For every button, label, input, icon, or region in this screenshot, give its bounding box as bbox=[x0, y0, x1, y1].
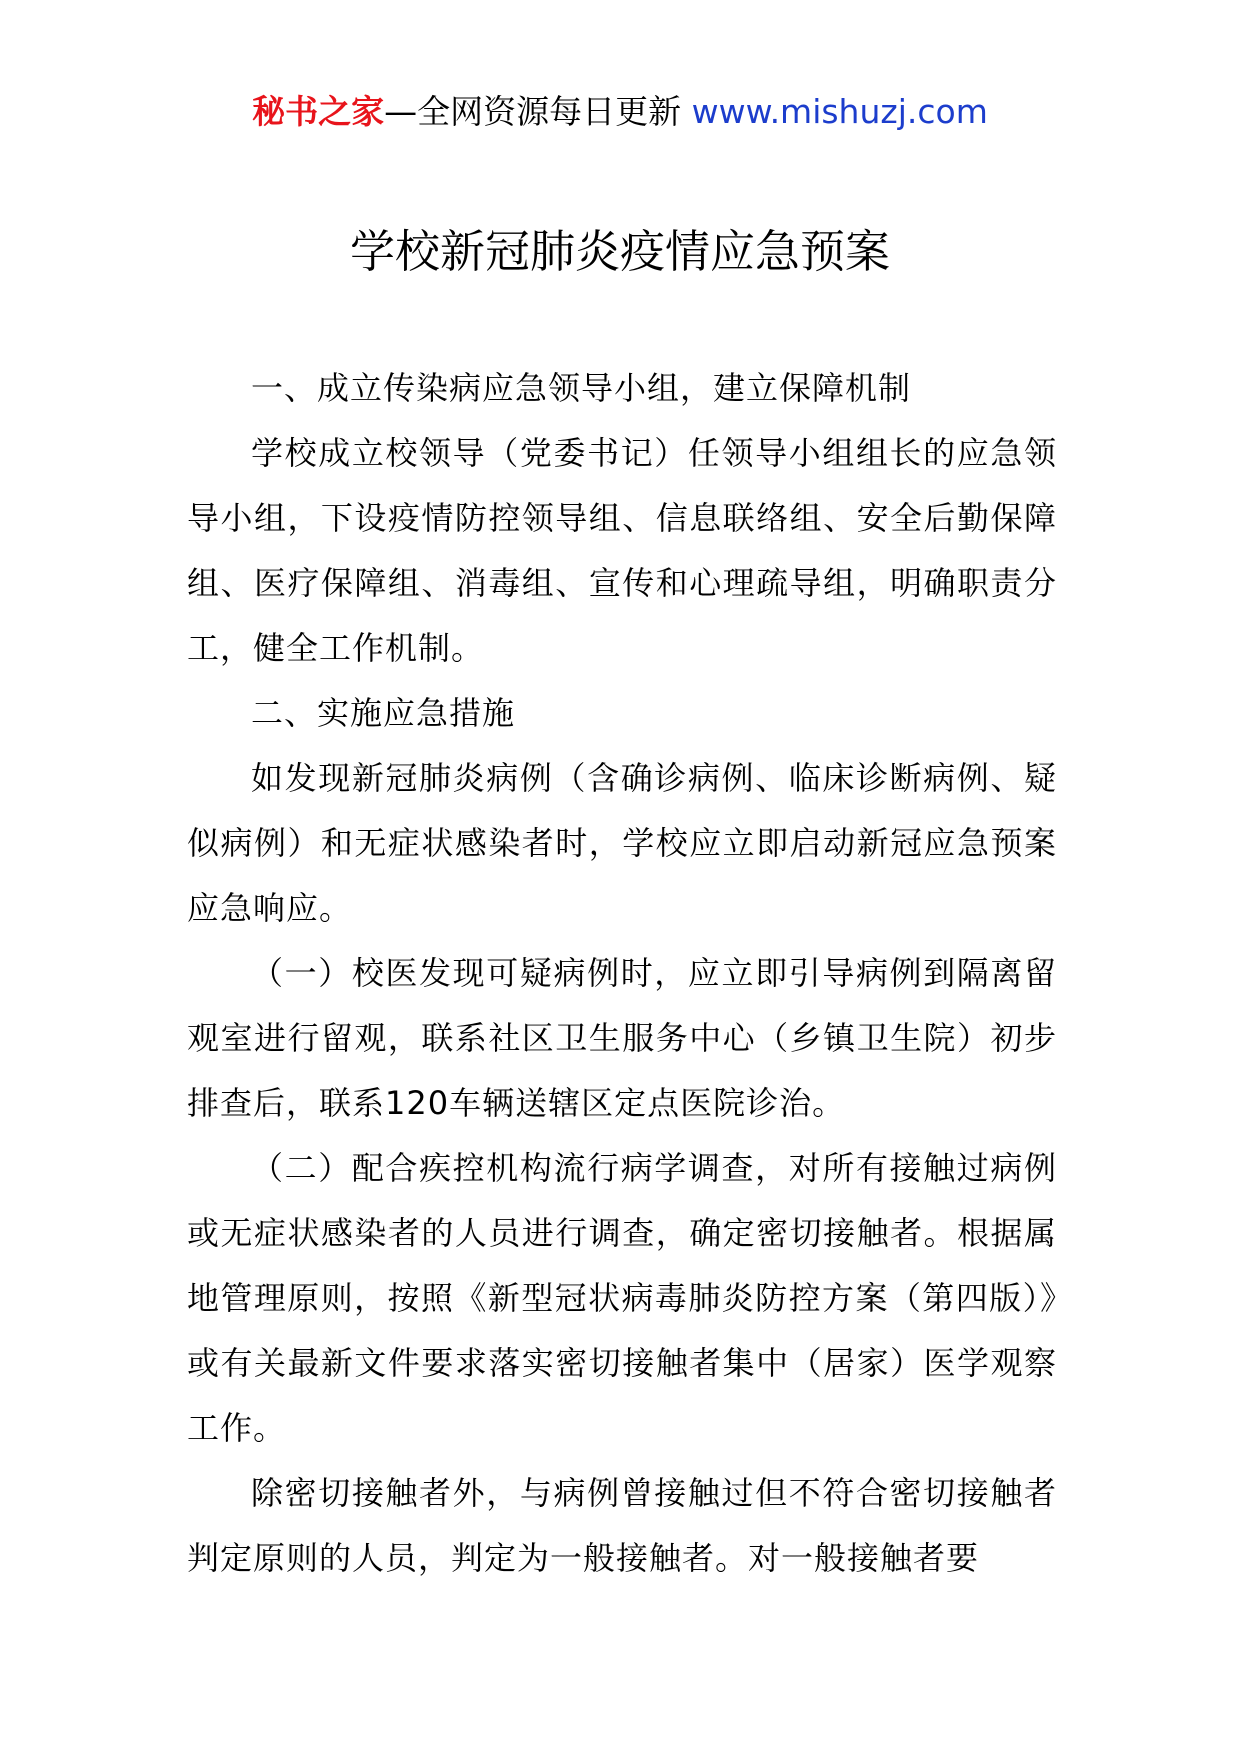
paragraph: 学校成立校领导（党委书记）任领导小组组长的应急领导小组，下设疫情防控领导组、信息联络组、安全后勤保障组、医疗保障组、消毒组、宣传和心理疏导组，明确职责分工，健全工作机制。 bbox=[187, 434, 1057, 667]
document-title: 学校新冠肺炎疫情应急预案 bbox=[349, 225, 890, 278]
site-header bbox=[0, 90, 1240, 134]
document-body bbox=[187, 356, 1057, 1591]
paragraph: （一）校医发现可疑病例时，应立即引导病例到隔离留观室进行留观，联系社区卫生服务中心（乡镇卫生院）初步排查后，联系120车辆送辖区定点医院诊治。 bbox=[187, 954, 1057, 1122]
site-url-link[interactable]: www.mishuzj.com bbox=[691, 92, 988, 131]
section-heading-2: 二、实施应急措施 bbox=[251, 694, 516, 732]
paragraph: （二）配合疾控机构流行病学调查，对所有接触过病例或无症状感染者的人员进行调查，确定密切接触者。根据属地管理原则，按照《新型冠状病毒肺炎防控方案（第四版）》或有关最新文件要求落实密切接触者集中（居家）医学观察工作。 bbox=[187, 1149, 1057, 1447]
site-brand: 秘书之家 bbox=[252, 92, 385, 131]
paragraph: 除密切接触者外，与病例曾接触过但不符合密切接触者判定原则的人员，判定为一般接触者。对一般接触者要 bbox=[187, 1474, 1057, 1577]
site-tagline: —全网资源每日更新 bbox=[384, 92, 682, 131]
section-heading-1: 一、成立传染病应急领导小组，建立保障机制 bbox=[251, 369, 912, 407]
paragraph: 如发现新冠肺炎病例（含确诊病例、临床诊断病例、疑似病例）和无症状感染者时，学校应立即启动新冠应急预案应急响应。 bbox=[187, 759, 1057, 927]
